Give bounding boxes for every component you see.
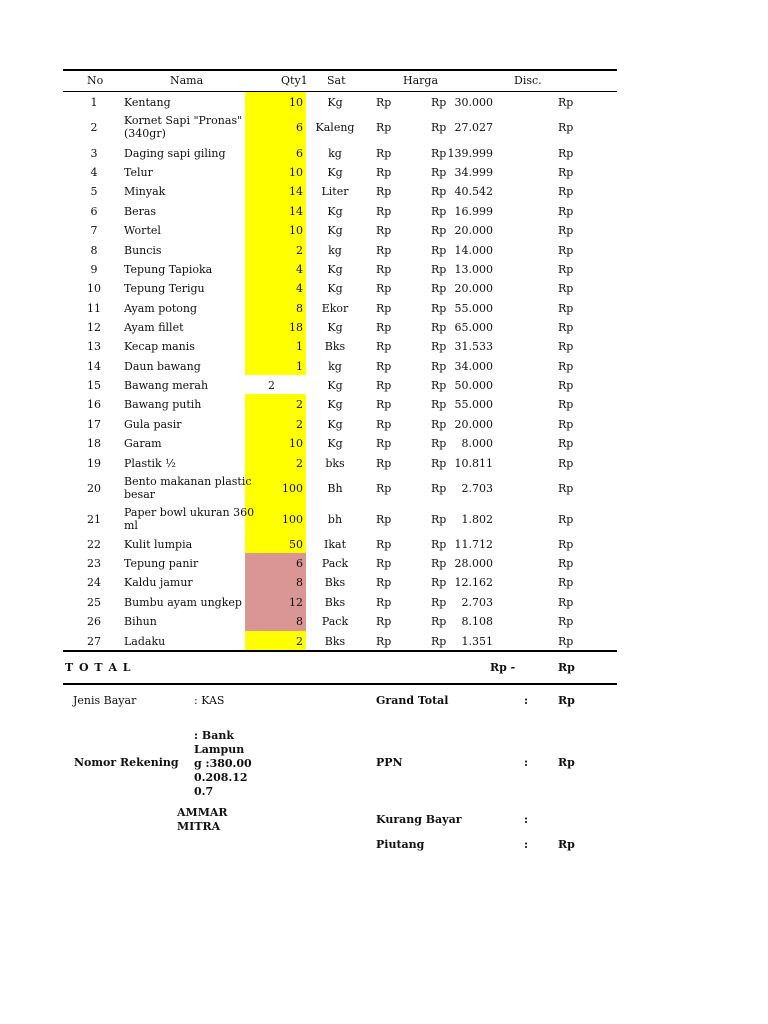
row-harga: 11.712 <box>454 538 493 551</box>
row-nama: Tepung Terigu <box>124 282 205 295</box>
row-rp-1: Rp <box>376 321 392 334</box>
row-qty: 4 <box>296 282 303 295</box>
nomor-rekening-line-3: g :380.00 <box>194 757 252 770</box>
row-no: 6 <box>90 205 98 218</box>
row-disc: Rp <box>558 185 574 198</box>
row-disc: Rp <box>558 635 574 648</box>
row-qty: 2 <box>296 398 303 411</box>
total-disc: Rp <box>558 661 575 674</box>
row-nama-line-2: ml <box>124 519 138 532</box>
row-disc: Rp <box>558 596 574 609</box>
row-rp-1: Rp <box>376 596 392 609</box>
row-sat: Kg <box>327 418 343 431</box>
row-harga: 31.533 <box>454 340 493 353</box>
row-harga: 10.811 <box>454 457 493 470</box>
row-no: 10 <box>87 282 101 295</box>
row-no: 5 <box>90 185 98 198</box>
row-rp-1: Rp <box>376 166 392 179</box>
row-disc: Rp <box>558 615 574 628</box>
row-no: 9 <box>90 263 98 276</box>
row-disc: Rp <box>558 205 574 218</box>
row-nama: Ayam fillet <box>124 321 184 334</box>
piutang-value: Rp <box>558 838 575 851</box>
row-qty: 4 <box>296 263 303 276</box>
row-sat: Bh <box>327 482 343 495</box>
row-disc: Rp <box>558 418 574 431</box>
row-sat: Pack <box>321 615 349 628</box>
row-disc: Rp <box>558 340 574 353</box>
col-header-nama: Nama <box>170 74 204 87</box>
row-no: 12 <box>87 321 101 334</box>
row-no: 1 <box>90 96 98 109</box>
row-harga: 28.000 <box>454 557 493 570</box>
row-disc: Rp <box>558 576 574 589</box>
row-rp-2: Rp <box>431 244 447 257</box>
row-nama-line-2: besar <box>124 488 156 501</box>
row-sat: Kg <box>327 166 343 179</box>
row-rp-2: Rp <box>431 147 447 160</box>
row-harga: 20.000 <box>454 224 493 237</box>
row-no: 7 <box>90 224 98 237</box>
piutang-colon: : <box>524 838 529 851</box>
row-nama: Gula pasir <box>124 418 182 431</box>
row-harga: 2.703 <box>461 596 493 609</box>
row-rp-2: Rp <box>431 96 447 109</box>
row-sat: Ekor <box>321 302 349 315</box>
row-disc: Rp <box>558 121 574 134</box>
row-qty: 6 <box>296 121 303 134</box>
row-rp-2: Rp <box>431 437 447 450</box>
row-disc: Rp <box>558 398 574 411</box>
grand-total-label: Grand Total <box>376 694 449 707</box>
row-disc: Rp <box>558 513 574 526</box>
ppn-value: Rp <box>558 756 575 769</box>
row-rp-1: Rp <box>376 557 392 570</box>
row-qty: 100 <box>282 513 303 526</box>
total-amount: Rp - <box>490 661 516 674</box>
jenis-bayar-value: : KAS <box>194 694 225 707</box>
row-nama: Kentang <box>124 96 171 109</box>
row-qty: 50 <box>289 538 303 551</box>
row-sat: Kg <box>327 282 343 295</box>
row-rp-2: Rp <box>431 185 447 198</box>
row-no: 19 <box>87 457 101 470</box>
row-sat: bks <box>325 457 345 470</box>
row-no: 22 <box>87 538 101 551</box>
row-nama: Minyak <box>124 185 166 198</box>
row-rp-1: Rp <box>376 302 392 315</box>
row-qty: 8 <box>296 615 303 628</box>
row-disc: Rp <box>558 263 574 276</box>
row-no: 25 <box>87 596 101 609</box>
row-nama: Beras <box>124 205 157 218</box>
row-sat: Pack <box>321 557 349 570</box>
row-rp-2: Rp <box>431 482 447 495</box>
row-sat: kg <box>328 244 342 257</box>
row-sat: bh <box>327 513 343 526</box>
kurang-bayar-label: Kurang Bayar <box>376 813 462 826</box>
row-qty: 8 <box>296 576 303 589</box>
row-qty: 14 <box>289 185 303 198</box>
row-nama: Tepung Tapioka <box>124 263 213 276</box>
row-qty: 8 <box>296 302 303 315</box>
row-nama: Daun bawang <box>124 360 201 373</box>
row-harga: 50.000 <box>454 379 493 392</box>
row-nama: Daging sapi giling <box>124 147 226 160</box>
row-nama: Plastik ½ <box>124 457 176 470</box>
row-rp-1: Rp <box>376 282 392 295</box>
row-nama: Ayam potong <box>124 302 198 315</box>
row-sat: Bks <box>324 635 346 648</box>
row-sat: Kg <box>327 379 343 392</box>
row-qty: 2 <box>296 635 303 648</box>
row-sat: Bks <box>324 340 346 353</box>
row-disc: Rp <box>558 282 574 295</box>
piutang-label: Piutang <box>376 838 425 851</box>
grand-total-colon: : <box>524 694 529 707</box>
row-harga: 20.000 <box>454 418 493 431</box>
row-rp-1: Rp <box>376 244 392 257</box>
row-rp-1: Rp <box>376 482 392 495</box>
row-disc: Rp <box>558 302 574 315</box>
row-disc: Rp <box>558 360 574 373</box>
row-disc: Rp <box>558 96 574 109</box>
row-rp-2: Rp <box>431 635 447 648</box>
row-nama: Kulit lumpia <box>124 538 193 551</box>
row-rp-2: Rp <box>431 282 447 295</box>
row-rp-1: Rp <box>376 340 392 353</box>
row-harga: 30.000 <box>454 96 493 109</box>
row-rp-2: Rp <box>431 513 447 526</box>
row-sat: Kg <box>327 263 343 276</box>
row-no: 2 <box>90 121 98 134</box>
row-rp-2: Rp <box>431 576 447 589</box>
row-disc: Rp <box>558 244 574 257</box>
row-qty: 1 <box>296 340 303 353</box>
row-qty: 100 <box>282 482 303 495</box>
row-rp-1: Rp <box>376 147 392 160</box>
row-sat: Kg <box>327 321 343 334</box>
col-header-no: No <box>87 74 104 87</box>
nomor-rekening-line-4: 0.208.12 <box>194 771 248 784</box>
row-nama: Kaldu jamur <box>124 576 193 589</box>
account-holder-line-1: AMMAR <box>177 806 228 819</box>
total-top-rule <box>63 650 617 652</box>
nomor-rekening-line-2: Lampun <box>194 743 245 756</box>
row-sat: Bks <box>324 576 346 589</box>
row-no: 8 <box>90 244 98 257</box>
row-nama: Bihun <box>124 615 157 628</box>
row-nama-line-1: Paper bowl ukuran 360 <box>124 506 255 519</box>
row-rp-1: Rp <box>376 185 392 198</box>
nomor-rekening-label: Nomor Rekening <box>74 756 179 769</box>
row-nama: Ladaku <box>124 635 166 648</box>
row-harga: 40.542 <box>454 185 493 198</box>
row-rp-2: Rp <box>431 596 447 609</box>
row-rp-1: Rp <box>376 538 392 551</box>
row-rp-1: Rp <box>376 224 392 237</box>
row-harga: 8.108 <box>461 615 493 628</box>
row-no: 14 <box>87 360 101 373</box>
row-harga: 13.000 <box>454 263 493 276</box>
row-harga: 27.027 <box>454 121 493 134</box>
row-nama: Kecap manis <box>124 340 195 353</box>
account-holder-line-2: MITRA <box>177 820 221 833</box>
row-sat: Liter <box>321 185 349 198</box>
row-harga: 1.351 <box>461 635 493 648</box>
row-nama: Garam <box>124 437 162 450</box>
row-rp-1: Rp <box>376 96 392 109</box>
col-header-sat: Sat <box>327 74 346 87</box>
ppn-label: PPN <box>376 756 403 769</box>
row-sat: kg <box>328 360 342 373</box>
row-rp-1: Rp <box>376 398 392 411</box>
row-qty: 2 <box>296 418 303 431</box>
row-rp-2: Rp <box>431 398 447 411</box>
row-no: 4 <box>90 166 98 179</box>
row-sat: Ikat <box>324 538 346 551</box>
row-disc: Rp <box>558 224 574 237</box>
jenis-bayar-label: Jenis Bayar <box>73 694 137 707</box>
row-harga: 12.162 <box>454 576 493 589</box>
row-no: 17 <box>87 418 101 431</box>
row-nama-line-1: Bento makanan plastic <box>124 475 252 488</box>
total-label: T O T A L <box>65 661 132 674</box>
nomor-rekening-line-5: 0.7 <box>194 785 214 798</box>
row-rp-2: Rp <box>431 418 447 431</box>
row-harga: 55.000 <box>454 398 493 411</box>
row-rp-2: Rp <box>431 321 447 334</box>
row-nama: Wortel <box>124 224 161 237</box>
row-sat: Kg <box>327 96 343 109</box>
row-rp-1: Rp <box>376 457 392 470</box>
row-no: 27 <box>87 635 101 648</box>
row-qty: 14 <box>289 205 303 218</box>
row-disc: Rp <box>558 457 574 470</box>
row-qty: 10 <box>289 437 303 450</box>
row-rp-2: Rp <box>431 360 447 373</box>
col-header-qty: Qty1 <box>281 74 308 87</box>
row-rp-2: Rp <box>431 538 447 551</box>
row-qty: 6 <box>296 557 303 570</box>
row-disc: Rp <box>558 437 574 450</box>
row-no: 20 <box>87 482 101 495</box>
row-sat: Kg <box>327 224 343 237</box>
row-harga: 34.000 <box>454 360 493 373</box>
row-disc: Rp <box>558 379 574 392</box>
ppn-colon: : <box>524 756 529 769</box>
row-disc: Rp <box>558 482 574 495</box>
row-rp-2: Rp <box>431 263 447 276</box>
row-qty: 10 <box>289 96 303 109</box>
row-qty: 2 <box>296 457 303 470</box>
row-qty: 10 <box>289 224 303 237</box>
row-no: 3 <box>90 147 98 160</box>
kurang-bayar-colon: : <box>524 813 529 826</box>
row-harga: 2.703 <box>461 482 493 495</box>
row-qty: 12 <box>289 596 303 609</box>
row-harga: 16.999 <box>454 205 493 218</box>
row-qty: 18 <box>289 321 303 334</box>
row-sat: kg <box>328 147 342 160</box>
row-sat: Kg <box>327 398 343 411</box>
col-header-harga: Harga <box>403 74 439 87</box>
row-sat: Kaleng <box>315 121 355 134</box>
row-nama: Tepung panir <box>124 557 199 570</box>
row-rp-1: Rp <box>376 263 392 276</box>
row-qty: 6 <box>296 147 303 160</box>
header-bottom-rule <box>63 91 617 92</box>
row-nama: Bawang merah <box>124 379 209 392</box>
row-rp-2: Rp <box>431 615 447 628</box>
row-nama-line-2: (340gr) <box>124 127 166 140</box>
row-disc: Rp <box>558 538 574 551</box>
row-rp-2: Rp <box>431 166 447 179</box>
row-qty: 10 <box>289 166 303 179</box>
row-harga: 34.999 <box>454 166 493 179</box>
row-rp-1: Rp <box>376 360 392 373</box>
row-nama-line-1: Kornet Sapi "Pronas" <box>124 114 243 127</box>
row-sat: Bks <box>324 596 346 609</box>
row-rp-1: Rp <box>376 513 392 526</box>
header-top-rule <box>63 69 617 71</box>
row-rp-1: Rp <box>376 576 392 589</box>
row-rp-1: Rp <box>376 418 392 431</box>
row-nama: Bawang putih <box>124 398 202 411</box>
nomor-rekening-line-1: : Bank <box>194 729 234 742</box>
total-bottom-rule <box>63 683 617 685</box>
row-nama: Telur <box>124 166 153 179</box>
row-no: 18 <box>87 437 101 450</box>
row-disc: Rp <box>558 147 574 160</box>
row-rp-2: Rp <box>431 302 447 315</box>
row-no: 24 <box>87 576 101 589</box>
row-rp-2: Rp <box>431 224 447 237</box>
row-harga: 20.000 <box>454 282 493 295</box>
row-rp-2: Rp <box>431 121 447 134</box>
row-sat: Kg <box>327 205 343 218</box>
row-no: 16 <box>87 398 101 411</box>
row-harga: 139.999 <box>447 147 493 160</box>
row-disc: Rp <box>558 557 574 570</box>
row-disc: Rp <box>558 321 574 334</box>
row-rp-1: Rp <box>376 205 392 218</box>
row-qty: 1 <box>296 360 303 373</box>
grand-total-value: Rp <box>558 694 575 707</box>
row-rp-2: Rp <box>431 379 447 392</box>
row-no: 11 <box>87 302 101 315</box>
row-rp-1: Rp <box>376 615 392 628</box>
row-qty: 2 <box>296 244 303 257</box>
row-rp-2: Rp <box>431 457 447 470</box>
row-disc: Rp <box>558 166 574 179</box>
row-rp-2: Rp <box>431 205 447 218</box>
row-no: 13 <box>87 340 101 353</box>
col-header-disc: Disc. <box>514 74 542 87</box>
row-rp-1: Rp <box>376 121 392 134</box>
row-rp-2: Rp <box>431 557 447 570</box>
row-harga: 8.000 <box>461 437 493 450</box>
row-harga: 14.000 <box>454 244 493 257</box>
row-no: 23 <box>87 557 101 570</box>
row-rp-1: Rp <box>376 437 392 450</box>
row-rp-2: Rp <box>431 340 447 353</box>
row-nama: Buncis <box>124 244 162 257</box>
row-harga: 1.802 <box>461 513 493 526</box>
row-harga: 65.000 <box>454 321 493 334</box>
row-qty: 2 <box>268 379 275 392</box>
row-nama: Bumbu ayam ungkep <box>124 596 242 609</box>
row-harga: 55.000 <box>454 302 493 315</box>
row-no: 15 <box>87 379 101 392</box>
row-no: 21 <box>87 513 101 526</box>
row-rp-1: Rp <box>376 379 392 392</box>
row-sat: Kg <box>327 437 343 450</box>
row-rp-1: Rp <box>376 635 392 648</box>
row-no: 26 <box>87 615 101 628</box>
